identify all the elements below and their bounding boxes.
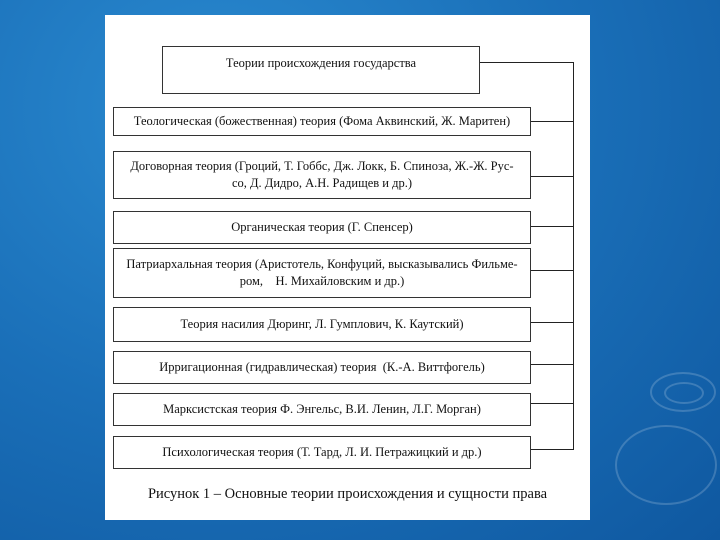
connector [531, 449, 574, 450]
theory-box [113, 307, 531, 342]
connector [531, 226, 574, 227]
theory-box [113, 351, 531, 384]
connector [531, 270, 574, 271]
connector [531, 176, 574, 177]
theory-box [113, 248, 531, 298]
theory-label: Теория насилия Дюринг, Л. Гумплович, К. Каутский) [180, 317, 464, 331]
theory-label: Органическая теория (Г. Спенсер) [231, 220, 413, 234]
background-ripple [615, 425, 717, 505]
theory-label: Марксистская теория Ф. Энгельс, В.И. Ленин, Л.Г. Морган) [163, 402, 481, 416]
theory-box [113, 107, 531, 136]
theory-box [113, 211, 531, 244]
theory-box [113, 436, 531, 469]
connector [531, 322, 574, 323]
theory-label: Психологическая теория (Т. Тард, Л. И. Петражицкий и др.) [162, 445, 482, 459]
connector [531, 403, 574, 404]
theory-label: Ирригационная (гидравлическая) теория (К.-А. Виттфогель) [159, 360, 485, 374]
root-box [162, 46, 480, 94]
connector [531, 121, 574, 122]
theory-label: Теологическая (божественная) теория (Фома Аквинский, Ж. Маритен) [133, 114, 511, 128]
connector-root [480, 62, 574, 63]
background-ripple [664, 382, 704, 404]
theory-box [113, 393, 531, 426]
figure-caption: Рисунок 1 – Основные теории происхождения и сущности права [147, 486, 548, 502]
theory-label: Патриархальная теория (Аристотель, Конфуций, высказывались Фильме-ром, Н. Михайловским и др.) [126, 257, 518, 288]
connector [531, 364, 574, 365]
root-label: Теории происхождения государства [225, 56, 417, 70]
theory-box [113, 151, 531, 199]
theory-label: Договорная теория (Гроций, Т. Гоббс, Дж. Локк, Б. Спиноза, Ж.-Ж. Рус-со, Д. Дидро, А.Н. Радищев и др.) [130, 159, 514, 190]
